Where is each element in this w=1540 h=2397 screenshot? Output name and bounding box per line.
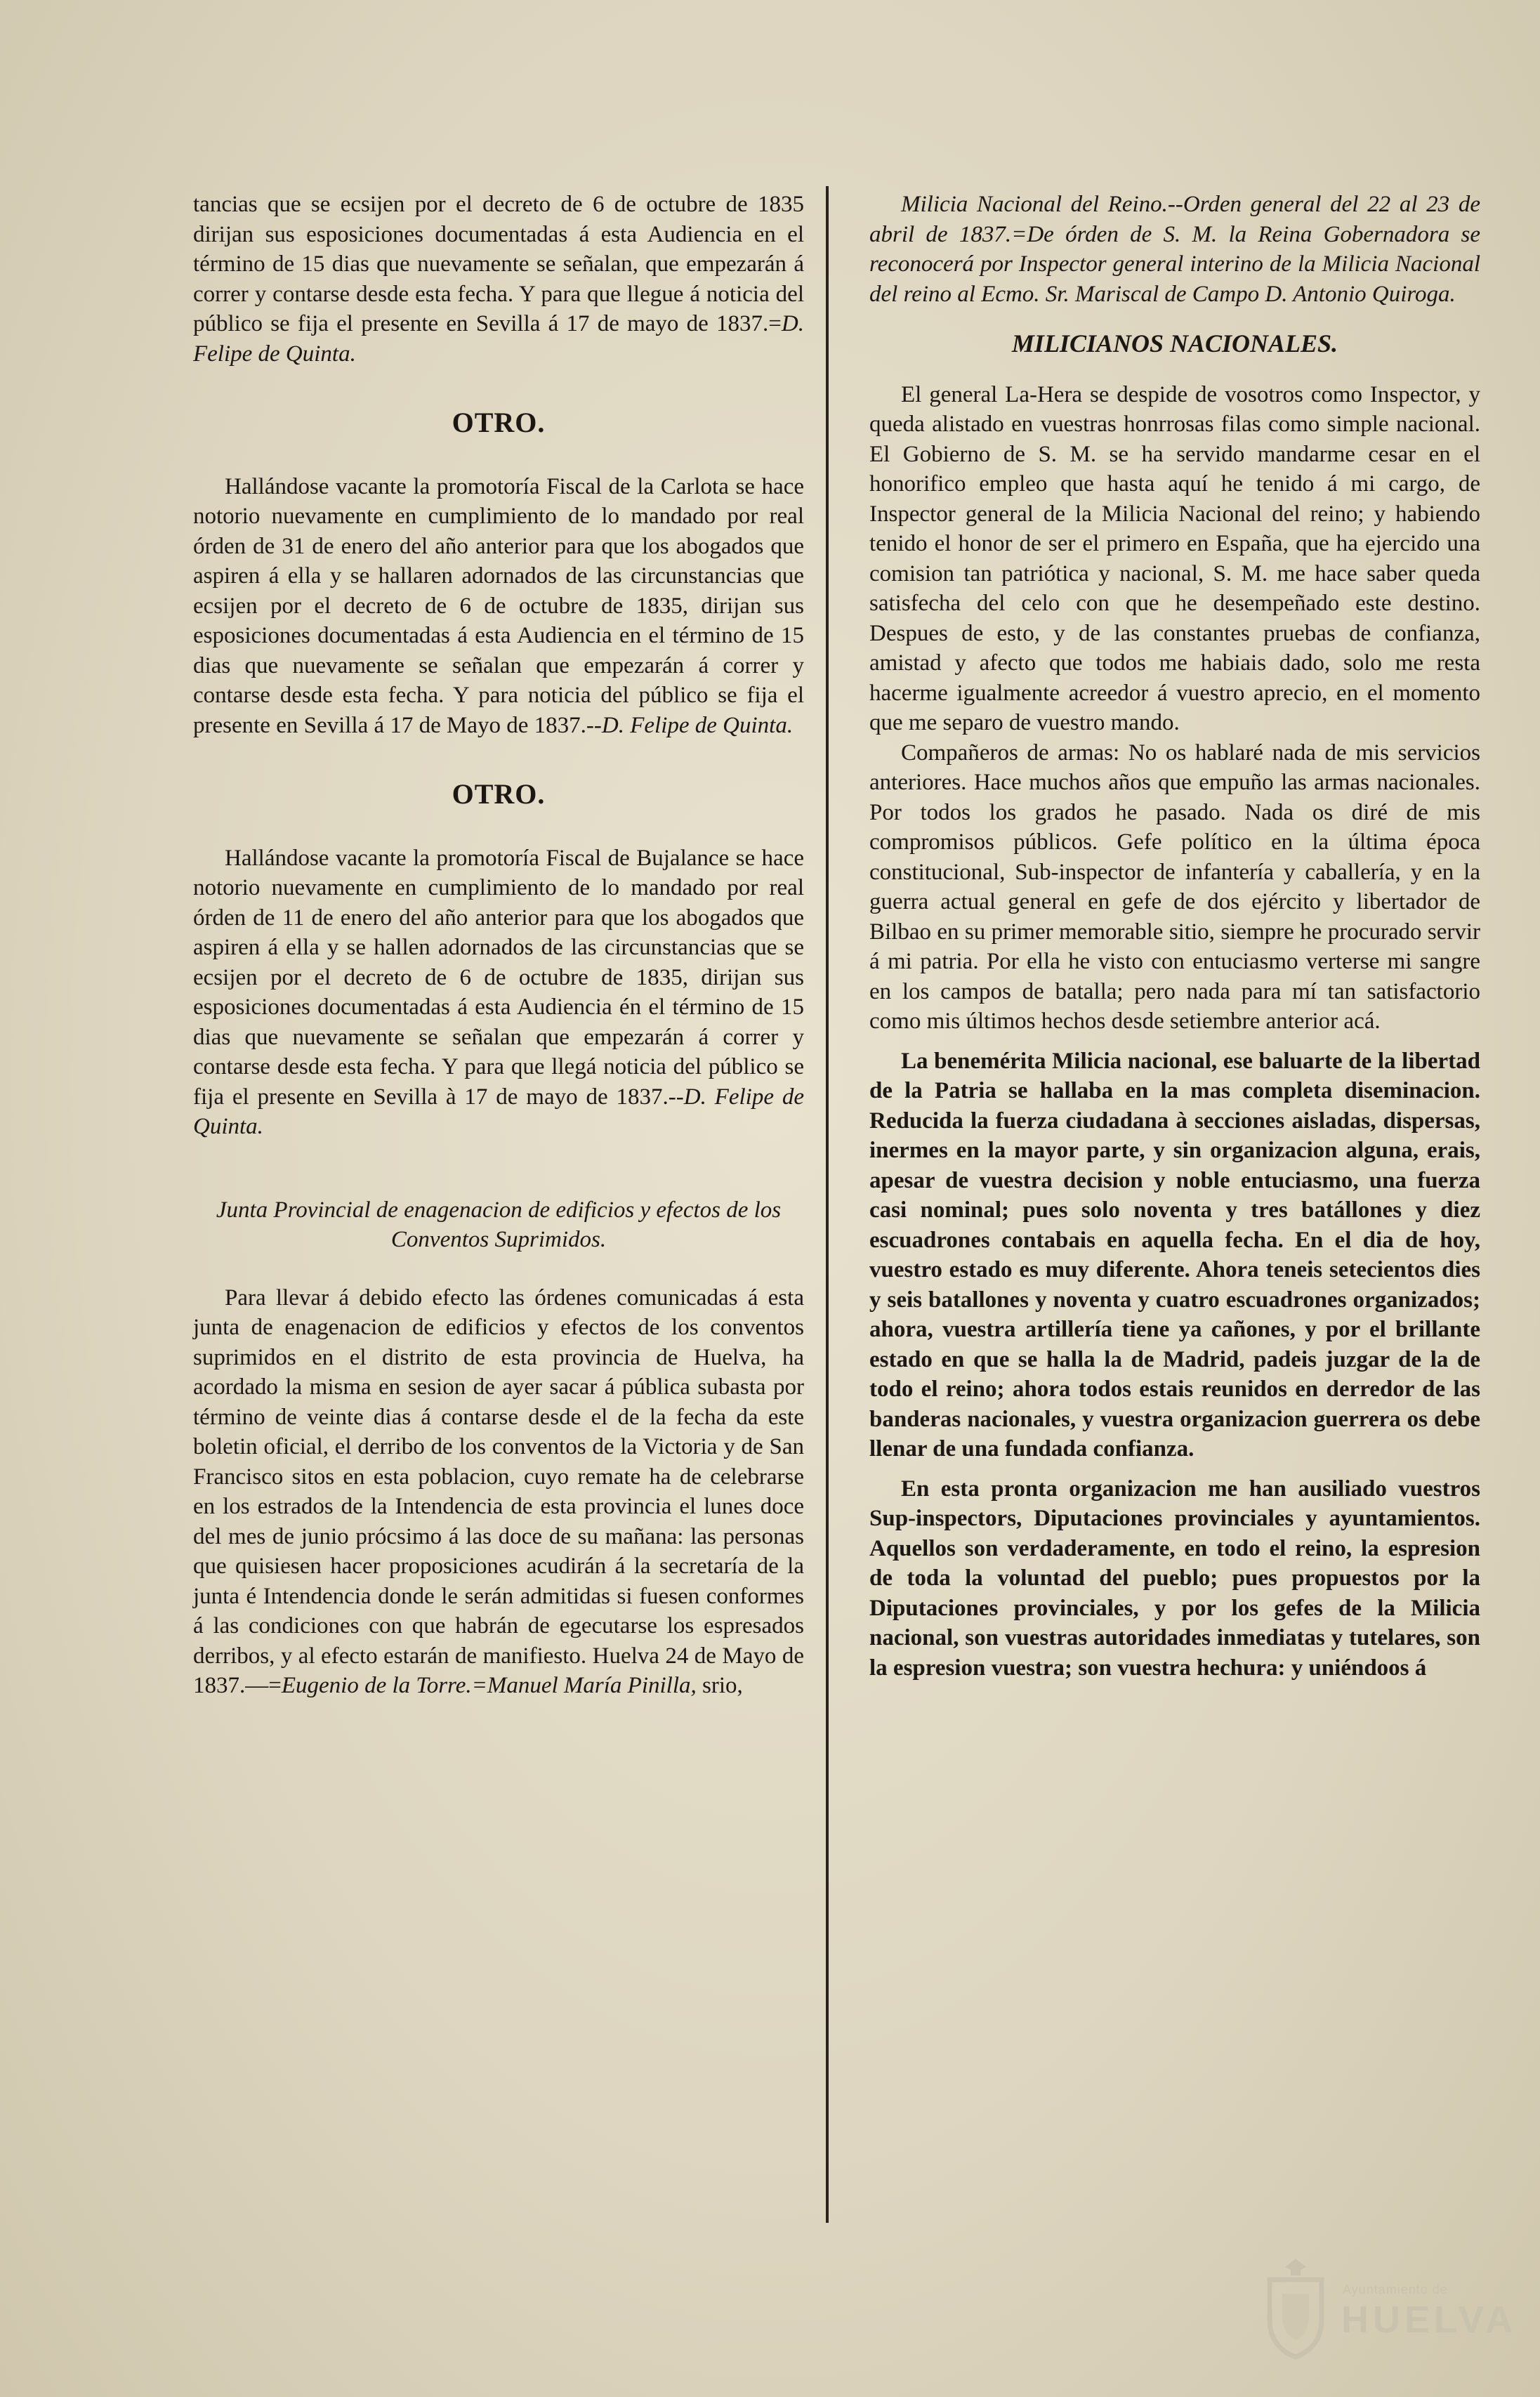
signature: D. Felipe de Quinta. [193,1084,804,1139]
paragraph-text: Hallándose vacante la promotoría Fiscal de Bujalance se hace notorio nuevamente en cumplimiento de lo mandado por real órden de 11 de enero del año anterior para que los abogados que aspiren á ella y se hallen adornados de las circunstancias que se ecsijen por el decreto de 6 de octubre de 1835, dirijan sus esposiciones documentadas á esta Audiencia én el término de 15 dias que nuevamente se señalan que empezarán á correr y contarse desde esta fecha. Y para que llegá noticia del público se fija el presente en Sevilla à 17 de mayo de 1837.-- [193,845,804,1110]
column-divider [826,186,829,2223]
left-column [193,190,804,1701]
paragraph-bujalance [193,843,804,1142]
watermark-caption: Ayuntamiento de [1343,2283,1448,2297]
watermark-title: HUELVA [1341,2299,1517,2341]
paragraph-text: Para llevar á debido efecto las órdenes comunicadas á esta junta de enagenacion de edificios y efectos de los conventos suprimidos en el distrito de esta provincia de Huelva, ha acordado la misma en sesion de ayer sacar á pública subasta por término de veinte dias á contarse desde el de la fecha da este boletin oficial, el derribo de los conventos de la Victoria y de San Francisco sitos en esta poblacion, cuyo remate ha de celebrarse en los estrados de la Intendencia de esta provincia el lunes doce del mes de junio prócsimo á las doce de su mañana: las personas que quisiesen hacer proposiciones acudirán á la secretaría de la junta é Intendencia donde le serán admitidas si fuesen conformes á las condiciones con que habrán de egecutarse los espresados derribos, y al efecto estarán de manifiesto. Huelva 24 de Mayo de 1837.—= [193,1285,804,1698]
shield-icon [1257,2254,1334,2360]
signature: Eugenio de la Torre.=Manuel María Pinilla, [281,1673,697,1698]
paragraph-companeros: Compañeros de armas: No os hablaré nada de mis servicios anteriores. Hace muchos años que empuño las armas nacionales. Por todos los grados he pasado. Nada os diré de mis compromisos públicos. Gefe político en la última época constitucional, Sub-inspector de infantería y caballería, y en la guerra actual general en gefe de dos ejército y libertador de Bilbao en su primer memorable sitio, siempre he procurado servir á mi patria. Por ella he visto con entuciasmo verterse mi sangre en los campos de batalla; pero nada para mí tan satisfactorio como mis últimos hechos desde setiembre anterior acá. [869,740,1480,1034]
section-heading-otro-1: OTRO. [452,407,546,438]
paragraph-text: Hallándose vacante la promotoría Fiscal de la Carlota se hace notorio nuevamente en cumplimiento de lo mandado por real órden de 31 de enero del año anterior para que los abogados que aspiren á ella y se hallaren adornados de las circunstancias que ecsijen por el decreto de 6 de octubre de 1835, dirijan sus esposiciones documentadas á esta Audiencia en el término de 15 dias que nuevamente se señalan que empezarán á correr y contarse desde esta fecha. Y para noticia del público se fija el presente en Sevilla á 17 de Mayo de 1837.-- [193,473,804,738]
paragraph-text: tancias que se ecsijen por el decreto de 6 de octubre de 1835 dirijan sus esposiciones documentadas á esta Audiencia en el término de 15 dias que nuevamente se señalan, que empezarán á correr y contarse desde esta fecha. Y para que llegue á noticia del público se fija el presente en Sevilla á 17 de mayo de 1837.= [193,192,804,336]
paragraph-carlota [193,472,804,741]
junta-subheading: Junta Provincial de enagenacion de edificios y efectos de los Conventos Suprimidos. [216,1197,782,1252]
right-column [869,190,1480,1683]
signature: D. Felipe de Quinta. [601,712,794,738]
paragraph-continuation [193,190,804,369]
paragraph-despedida: El general La-Hera se despide de vosotros como Inspector, y queda alistado en vuestras honrrosas filas como simple nacional. El Gobierno de S. M. se ha servido mandarme cesar en el honorifico empleo que hasta aquí he tenido á mi cargo, de Inspector general de la Milicia Nacional del reino; y habiendo tenido el honor de ser el primero en España, que ha ejercido una comision tan patriótica y nacional, S. M. me hace saber queda satisfecha del celo con que he desempeñado este destino. Despues de esto, y de las constantes pruebas de confianza, amistad y afecto que todos me habiais dado, solo me resta hacerme igualmente acreedor á vuestro aprecio, en el momento que me separo de vuestro mando. [869,381,1480,735]
milicia-lead: Milicia Nacional del Reino.--Orden general del 22 al 23 de abril de 1837.=De órden de S. M. la Reina Gobernadora se reconocerá por Inspector general interino de la Milicia Nacional del reino al Ecmo. Sr. Mariscal de Campo D. Antonio Quiroga. [869,192,1480,307]
section-heading-otro-2: OTRO. [452,778,546,810]
paragraph-text-end: srio, [696,1673,743,1698]
spacer [869,1464,1480,1474]
spacer [869,1037,1480,1046]
archive-watermark [1257,2254,1517,2374]
paragraph-junta [193,1283,804,1701]
paragraph-benemerita: La benemérita Milicia nacional, ese baluarte de la libertad de la Patria se hallaba en la mas completa diseminacion. Reducida la fuerza ciudadana à secciones aisladas, dispersas, inermes en la mayor parte, y sin organizacion alguna, erais, apesar de vuestra decision y noble entuciasmo, una fuerza casi nominal; pues solo noventa y tres batállones y diez escuadrones contabais en aquella fecha. En el dia de hoy, vuestro estado es muy diferente. Ahora teneis setecientos dies y seis batallones y noventa y cuatro escuadrones organizados; ahora, vuestra artillería tiene ya cañones, y por el brillante estado en que se halla la de Madrid, padeis juzgar de la de todo el reino; ahora todos estais reunidos en derredor de las banderas nacionales, y vuestra organizacion guerrera os debe llenar de una fundada confianza. [869,1048,1480,1462]
milicianos-heading: MILICIANOS NACIONALES. [1011,329,1338,357]
paragraph-organizacion: En esta pronta organizacion me han ausiliado vuestros Sup-inspectors, Diputaciones provinciales y ayuntamientos. Aquellos son verdaderamente, en todo el reino, la espresion de toda la voluntad del pueblo; pues propuestos por la Diputaciones provinciales, y por los gefes de la Milicia nacional, son vuestras autoridades inmediatas y tutelares, son la espresion vuestra; son vuestra hechura: y uniéndoos á [869,1476,1480,1681]
signature: D. Felipe de Quinta. [193,311,804,367]
